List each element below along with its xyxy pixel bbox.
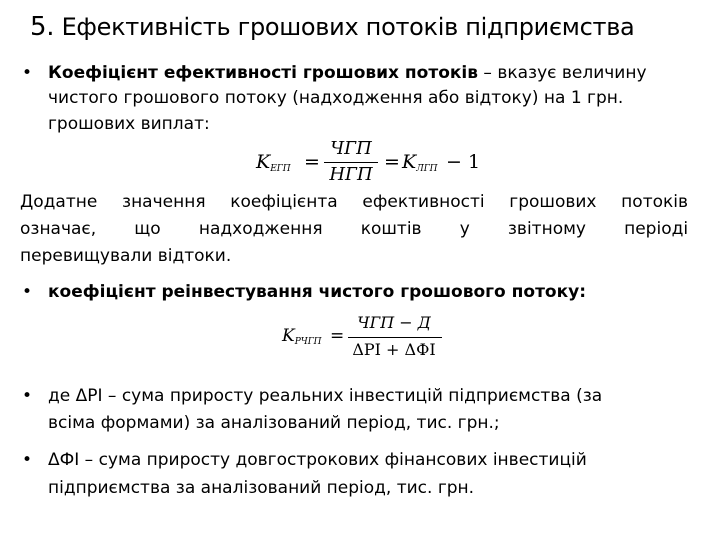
title-number: 5.: [30, 12, 55, 42]
bullet1-rest: – вказує величину: [478, 63, 647, 83]
formula1-fraction-bar: [324, 162, 378, 163]
para-line3: перевищували відтоки.: [20, 246, 232, 266]
bullet4-line2: підприємства за аналізований період, тис. грн.: [48, 478, 475, 498]
bullet-dot: •: [22, 386, 33, 406]
bullet-dot: •: [22, 450, 33, 470]
formula2-fraction-bar: [348, 337, 442, 338]
bullet4-line1: ΔФІ – сума приросту довгострокових фінансових інвестицій: [48, 450, 587, 470]
formula1-lhs: $K_{ЕГП}$: [256, 151, 291, 174]
formula1-numerator: ЧГП: [330, 138, 372, 159]
bullet3-line1: де ΔPI – сума приросту реальних інвестицій підприємства (за: [48, 386, 603, 406]
formula1-minus-one: − 1: [446, 151, 481, 173]
bullet1-line2: чистого грошового потоку (надходження або відтоку) на 1 грн.: [48, 88, 624, 108]
formula1-eq1: =: [304, 151, 320, 173]
bullet1-line3: грошових виплат:: [48, 114, 210, 134]
formula2-denominator: ΔPI + ΔФІ: [352, 340, 436, 359]
formula1-denominator: НГП: [329, 164, 373, 185]
formula1-eq2: =: [384, 151, 400, 173]
formula2-numerator: ЧГП − Д: [357, 313, 431, 332]
formula1-rhs: $K_{ЛГП}$: [402, 151, 438, 174]
page-title: [30, 12, 634, 42]
bullet1-line1: [48, 63, 647, 83]
para-line1: Додатне значення коефіцієнта ефективності грошових потоків: [20, 192, 689, 212]
formula-efficiency: [256, 140, 486, 186]
para-line2: означає, що надходження коштів у звітному періоді: [20, 219, 689, 239]
bullet3-line2: всіма формами) за аналізований період, тис. грн.;: [48, 413, 500, 433]
bullet-dot: •: [22, 282, 33, 302]
bullet2-text: коефіцієнт реінвестування чистого грошового потоку:: [48, 282, 587, 302]
formula2-lhs: $K_{РЧГП}$: [282, 326, 322, 347]
bullet-dot: •: [22, 63, 33, 83]
formula2-eq: =: [330, 326, 345, 346]
title-text: Ефективність грошових потоків підприємства: [61, 13, 635, 41]
formula-reinvestment: [282, 313, 462, 361]
bullet1-bold: Коефіцієнт ефективності грошових потоків: [48, 63, 479, 83]
